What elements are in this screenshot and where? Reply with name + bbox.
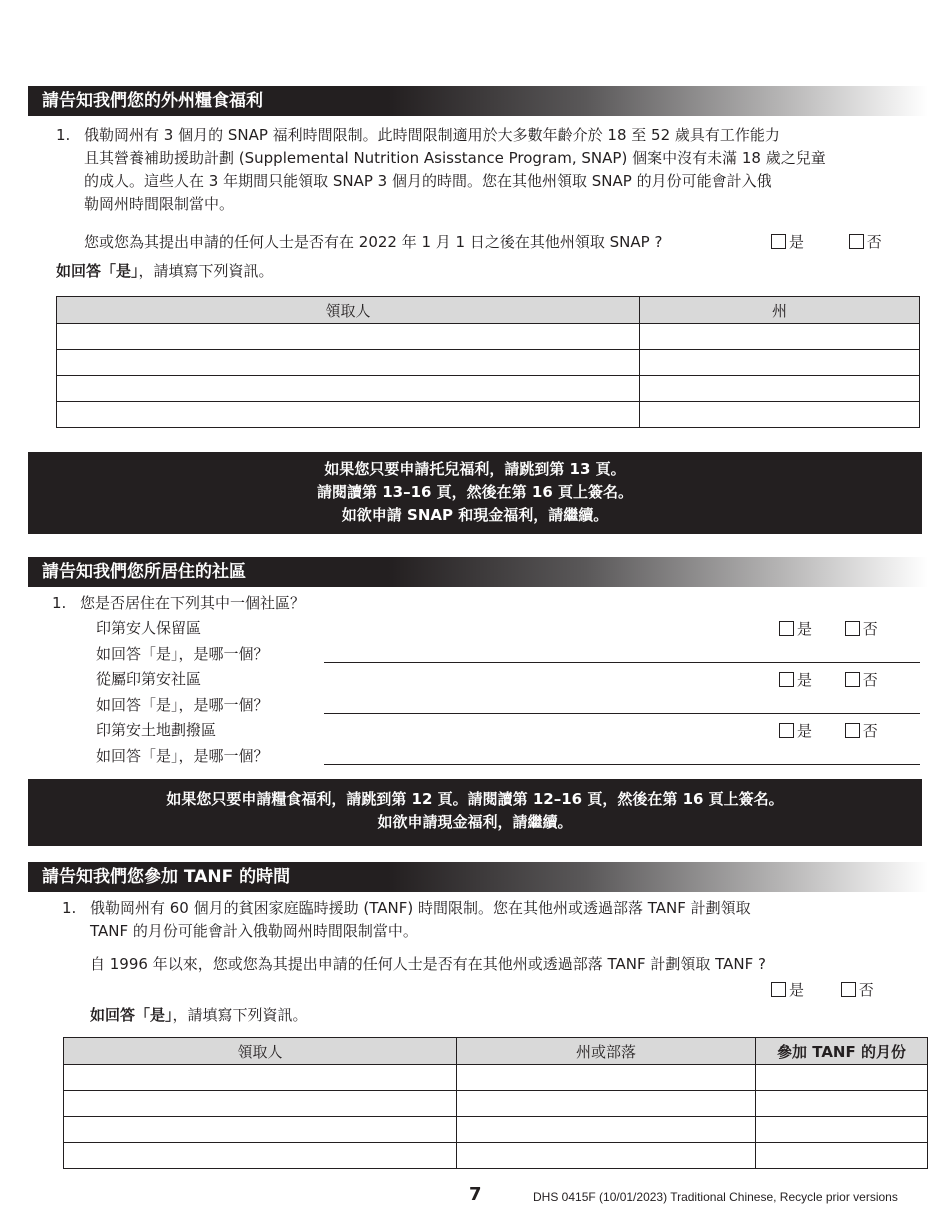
no-label: 否: [858, 981, 874, 999]
table-row: [64, 1091, 928, 1117]
if-yes-instruction: [90, 1004, 308, 1027]
text-line: 俄勒岡州有 60 個月的貧困家庭臨時援助 (TANF) 時間限制。您在其他州或透過部落 TANF 計劃領取: [90, 899, 751, 917]
checkbox-icon[interactable]: [849, 234, 864, 249]
checkbox-icon[interactable]: [845, 621, 860, 636]
checkbox-icon[interactable]: [845, 672, 860, 687]
yes-option[interactable]: [779, 669, 812, 690]
text-line: 勒岡州時間限制當中。: [84, 195, 235, 213]
yes-label: 是: [789, 981, 805, 999]
tanf-time-limit-text: [90, 897, 920, 943]
checkbox-icon[interactable]: [845, 723, 860, 738]
recipient-cell[interactable]: [57, 402, 640, 428]
checkbox-icon[interactable]: [779, 723, 794, 738]
table-row: [57, 376, 920, 402]
yes-option[interactable]: [779, 720, 812, 741]
if-yes-bold: 如回答「是」: [90, 1006, 173, 1024]
table-row: [57, 324, 920, 350]
yes-option[interactable]: [771, 231, 804, 252]
column-header: 參加 TANF 的月份: [756, 1038, 928, 1065]
community-question: 您是否居住在下列其中一個社區？: [80, 594, 306, 612]
no-option[interactable]: [849, 231, 882, 252]
column-header: 州: [640, 297, 920, 324]
yes-label: 是: [797, 620, 813, 638]
which-prompt: 如回答「是」，是哪一個？: [96, 696, 269, 714]
no-label: 否: [862, 671, 878, 689]
column-header: 領取人: [57, 297, 640, 324]
state-cell[interactable]: [640, 350, 920, 376]
yes-label: 是: [797, 722, 813, 740]
column-header: 州或部落: [457, 1038, 756, 1065]
food-benefit-instruction-banner: [28, 779, 922, 846]
allotment-label: 印第安土地劃撥區: [96, 721, 217, 739]
section-header-tanf: 請告知我們您參加 TANF 的時間: [28, 862, 928, 892]
no-label: 否: [866, 233, 882, 251]
question-number: 1.: [62, 899, 77, 917]
checkbox-icon[interactable]: [779, 621, 794, 636]
banner-line: 請閱讀第 13–16 頁，然後在第 16 頁上簽名。: [316, 483, 633, 501]
table-row: [57, 350, 920, 376]
snap-other-state-options: [771, 231, 882, 252]
table-row: [64, 1065, 928, 1091]
months-cell[interactable]: [756, 1143, 928, 1169]
recipient-cell[interactable]: [64, 1065, 457, 1091]
no-option[interactable]: [841, 979, 874, 1000]
checkbox-icon[interactable]: [771, 234, 786, 249]
no-label: 否: [862, 620, 878, 638]
state-tribe-cell[interactable]: [457, 1117, 756, 1143]
table-row: [64, 1117, 928, 1143]
banner-line: 如欲申請 SNAP 和現金福利，請繼續。: [341, 506, 609, 524]
which-prompt: 如回答「是」，是哪一個？: [96, 747, 269, 765]
yes-option[interactable]: [771, 979, 804, 1000]
recipient-cell[interactable]: [57, 324, 640, 350]
if-yes-instruction: [56, 260, 274, 283]
yes-option[interactable]: [779, 618, 812, 639]
checkbox-icon[interactable]: [841, 982, 856, 997]
question-number: 1.: [56, 126, 71, 144]
banner-line: 如欲申請現金福利，請繼續。: [377, 813, 573, 831]
text-line: 且其營養補助援助計劃 (Supplemental Nutrition Asisstance Program, SNAP) 個案中沒有未滿 18 歲之兒童: [84, 149, 826, 167]
snap-recipients-table: [56, 296, 920, 428]
months-cell[interactable]: [756, 1065, 928, 1091]
state-tribe-cell[interactable]: [457, 1065, 756, 1091]
if-yes-rest: ，請填寫下列資訊。: [138, 262, 274, 280]
months-cell[interactable]: [756, 1091, 928, 1117]
dependent-community-options: [779, 669, 878, 690]
reservation-name-field[interactable]: [324, 662, 920, 663]
no-option[interactable]: [845, 669, 878, 690]
reservation-options: [779, 618, 878, 639]
yes-label: 是: [797, 671, 813, 689]
reservation-label: 印第安人保留區: [96, 619, 202, 637]
text-line: 的成人。這些人在 3 年期間只能領取 SNAP 3 個月的時間。您在其他州領取 SNAP 的月份可能會計入俄: [84, 172, 772, 190]
table-row: [57, 402, 920, 428]
if-yes-bold: 如回答「是」: [56, 262, 139, 280]
page-number: 7: [469, 1184, 482, 1205]
recipient-cell[interactable]: [64, 1117, 457, 1143]
state-tribe-cell[interactable]: [457, 1143, 756, 1169]
allotment-options: [779, 720, 878, 741]
text-line: 俄勒岡州有 3 個月的 SNAP 福利時間限制。此時間限制適用於大多數年齡介於 18 至 52 歲具有工作能力: [84, 126, 780, 144]
recipient-cell[interactable]: [64, 1143, 457, 1169]
snap-time-limit-text: [84, 124, 924, 216]
tanf-other-state-options: [771, 979, 874, 1000]
banner-line: 如果您只要申請托兒福利，請跳到第 13 頁。: [324, 460, 626, 478]
section-header-community: 請告知我們您所居住的社區: [28, 557, 928, 587]
recipient-cell[interactable]: [57, 350, 640, 376]
table-row: [64, 1143, 928, 1169]
text-line: TANF 的月份可能會計入俄勒岡州時間限制當中。: [90, 922, 418, 940]
section-header-out-of-state-food: 請告知我們您的外州糧食福利: [28, 86, 928, 116]
months-cell[interactable]: [756, 1117, 928, 1143]
column-header: 領取人: [64, 1038, 457, 1065]
snap-other-state-question: 您或您為其提出申請的任何人士是否有在 2022 年 1 月 1 日之後在其他州領取 SNAP ?: [84, 233, 663, 251]
banner-line: 如果您只要申請糧食福利，請跳到第 12 頁。請閱讀第 12–16 頁，然後在第 16 頁上簽名。: [166, 790, 784, 808]
tanf-recipients-table: [63, 1037, 928, 1169]
state-cell[interactable]: [640, 324, 920, 350]
question-number: 1.: [52, 594, 67, 612]
form-id: DHS 0415F (10/01/2023) Traditional Chinese, Recycle prior versions: [533, 1190, 898, 1204]
state-cell[interactable]: [640, 376, 920, 402]
dependent-community-name-field[interactable]: [324, 713, 920, 714]
checkbox-icon[interactable]: [771, 982, 786, 997]
tanf-other-state-question: 自 1996 年以來，您或您為其提出申請的任何人士是否有在其他州或透過部落 TANF 計劃領取 TANF ?: [90, 955, 766, 973]
dependent-community-label: 從屬印第安社區: [96, 670, 202, 688]
if-yes-rest: ，請填寫下列資訊。: [172, 1006, 308, 1024]
recipient-cell[interactable]: [57, 376, 640, 402]
no-label: 否: [862, 722, 878, 740]
yes-label: 是: [789, 233, 805, 251]
no-option[interactable]: [845, 618, 878, 639]
child-care-instruction-banner: [28, 452, 922, 534]
checkbox-icon[interactable]: [779, 672, 794, 687]
no-option[interactable]: [845, 720, 878, 741]
which-prompt: 如回答「是」，是哪一個？: [96, 645, 269, 663]
state-tribe-cell[interactable]: [457, 1091, 756, 1117]
allotment-name-field[interactable]: [324, 764, 920, 765]
recipient-cell[interactable]: [64, 1091, 457, 1117]
state-cell[interactable]: [640, 402, 920, 428]
